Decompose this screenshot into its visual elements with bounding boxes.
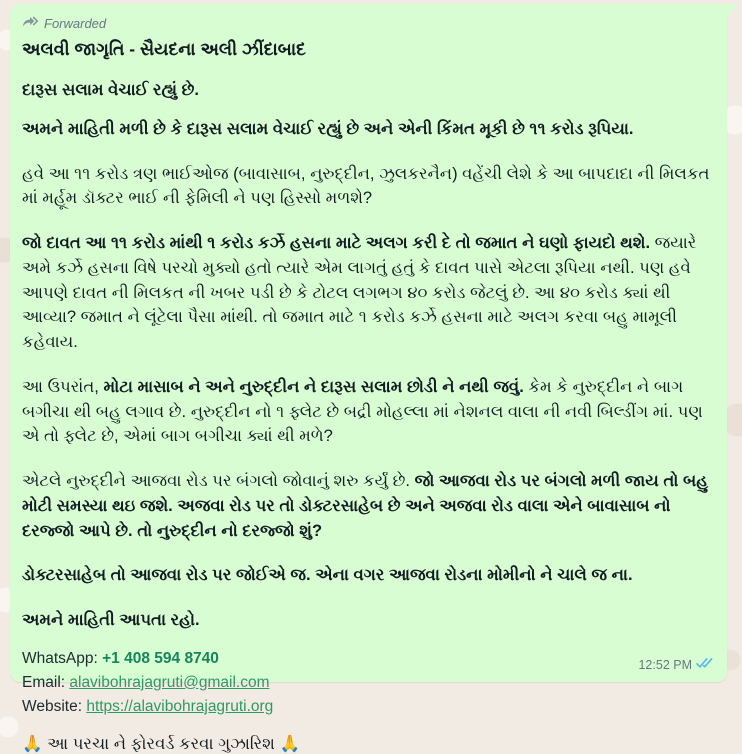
email-label: Email: — [22, 673, 70, 691]
text-segment: અમને માહિતી મળી છે કે દારૂસ સલામ વેચાઈ રહ્યું છે અને એની કિંમત મૂકી છે ૧૧ કરોડ રૂપિયા. — [22, 119, 634, 138]
message-title: અલવી જાગૃતિ - સૈયદના અલી ઝીંદાબાદ — [22, 39, 306, 59]
email-link[interactable]: alavibohrajagruti@gmail.com — [69, 673, 270, 691]
forwarded-label: Forwarded — [44, 16, 107, 31]
text-segment: મોટા માસાબ ને અને નુરુદ્દીન ને દારૂસ સલામ છોડી ને નથી જવું. — [103, 377, 529, 396]
message-paragraph — [22, 78, 713, 103]
website-link[interactable]: https://alavibohrajagruti.org — [86, 697, 274, 715]
text-segment: જો દાવત આ ૧૧ કરોડ માંથી ૧ કરોડ કર્ઝે હસના માટે અલગ કરી દે તો જમાત ને ઘણો ફાયદો થશે. — [22, 234, 655, 252]
text-segment: ડોક્ટરસાહેબ તો આજવા રોડ પર જોઈએ જ. એના વગર આજવા રોડના મોમીનો ને ચાલે જ ના. — [22, 566, 633, 585]
text-segment: હવે આ ૧૧ કરોડ ત્રણ ભાઈઓજ (બાવાસાબ, નુરુદ્દીન, ઝુલકરનૈન) વહેંચી લેશે કે આ બાપદાદા ની મિલકત માં મર્હૂમ ડૉક્ટર ભાઈ ની ફેમિલી ને પણ હિસ્સો મળશે? — [22, 164, 710, 208]
contact-row-website — [22, 695, 713, 719]
message-paragraph — [22, 469, 713, 543]
message-paragraph — [22, 563, 713, 588]
text-segment: જયારે અમે કર્ઝે હસના વિષે પરચો મુક્યો હતો ત્યારે એમ લાગતું હતું કે દાવત પાસે એટલા રૂપિયા નથી. પણ હવે આપણે દાવત ની મિલકત ની ખબર પડી છે કે ટોટલ લગભગ ૪૦ કરોડ જેટલું છે. આ ૪૦ કરોડ ક્યાં થી આવ્યા? જમાત ને લૂંટેલા પૈસા માંથી. તો જમાત માટે ૧ કરોડ કર્ઝે હસના માટે અલગ કરવા બહુ મામૂલી કહેવાય. — [22, 234, 697, 351]
contact-row-whatsapp — [22, 647, 713, 671]
text-segment: એટલે નુરુદ્દીને આજવા રોડ પર બંગલો જોવાનું શરુ કર્યું છે. — [22, 472, 415, 490]
message-paragraph — [22, 162, 713, 212]
message-paragraph — [22, 608, 713, 633]
message-meta — [638, 656, 715, 674]
message-bubble — [10, 4, 727, 753]
message-body — [18, 78, 713, 633]
text-segment: કેમ કે નુરુદ્દીન ને બાગ બગીચા થી બહુ લગાવ છે. નુરુદ્દીન નો ૧ ફ્લેટ છે બદ્રી મોહલ્લા માં નેશનલ વાલા ની નવી બિલ્ડીંગ માં. પણ એ તો ફ્લેટ છે, એમાં બાગ બગીચા ક્યાં થી મળે? — [22, 377, 703, 446]
contact-row-email — [22, 671, 713, 695]
text-segment: અમને માહિતી આપતા રહો. — [22, 611, 200, 629]
forwarded-row — [22, 15, 713, 32]
timestamp: 12:52 PM — [638, 658, 692, 672]
website-label: Website: — [22, 697, 87, 715]
message-paragraph — [22, 231, 713, 355]
text-segment: આ ઉપરાંત, — [22, 377, 104, 396]
text-segment: જો આજવા રોડ પર બંગલો મળી જાય તો બહુ મોટી સમસ્યા થઇ જશે. અજવા રોડ પર તો ડોક્ટરસાહેબ છે અને અજવા રોડ વાલા એને બાવાસાબ નો દરજ્જો આપે છે. તો નુરુદ્દીન નો દરજ્જો શું? — [22, 472, 708, 540]
whatsapp-label: WhatsApp: — [22, 649, 103, 667]
double-check-icon — [696, 656, 715, 674]
footer-forward-request: 🙏 આ પરચા ને ફોરવર્ડ કરવા ગુઝારિશ 🙏 — [22, 734, 301, 753]
message-paragraph — [22, 375, 713, 449]
message-paragraph — [22, 117, 713, 142]
text-segment: દારૂસ સલામ વેચાઈ રહ્યું છે. — [22, 81, 199, 99]
whatsapp-phone-link[interactable]: +1 408 594 8740 — [102, 649, 219, 667]
forward-icon — [22, 15, 39, 32]
